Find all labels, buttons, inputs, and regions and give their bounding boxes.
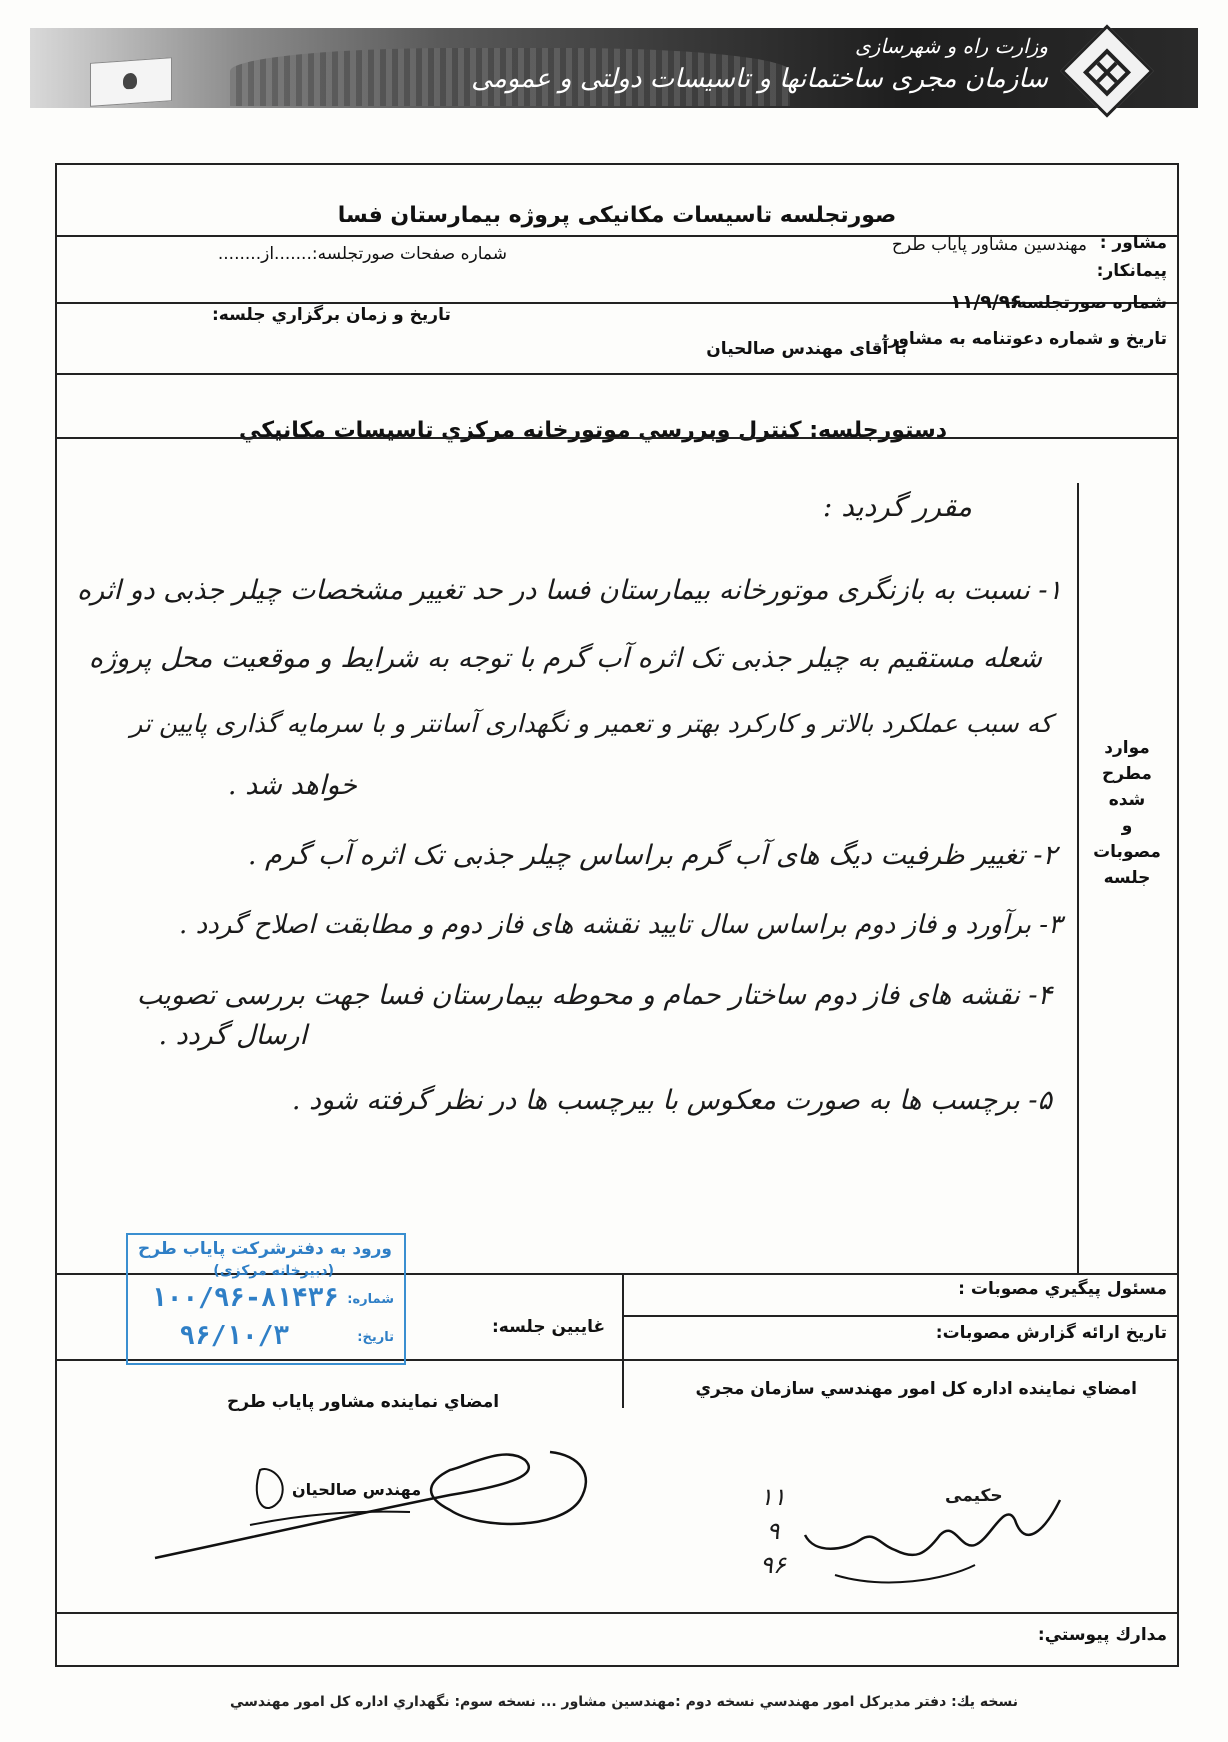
minutes-number-value: ۱۱/۹/۹۶ bbox=[950, 291, 1022, 313]
stamp-number-value: ۱۰۰/۹۶-۸۱۴۳۶ bbox=[151, 1283, 339, 1313]
followup-label: مسئول پيگيري مصوبات : bbox=[958, 1279, 1167, 1299]
consultant-value: مهندسین مشاور پایاب طرح bbox=[891, 235, 1087, 255]
contractor-label: پیمانکار: bbox=[1096, 261, 1167, 281]
ministry-name: وزارت راه و شهرسازی bbox=[855, 34, 1048, 58]
resolution-line: ۱- نسبت به بازنگری موتورخانه بیمارستان فسا در حد تغییر مشخصات چیلر جذبی دو اثره bbox=[76, 575, 1062, 606]
date-part: ۹۶ bbox=[760, 1551, 786, 1579]
stamp-number-label: شماره: bbox=[347, 1292, 394, 1307]
divider bbox=[57, 373, 1177, 375]
resolution-line: ۴- نقشه های فاز دوم ساختار حمام و محوطه بیمارستان فسا جهت بررسی تصویب bbox=[136, 980, 1052, 1011]
flag-emblem-icon bbox=[123, 73, 137, 90]
pages-label: شماره صفحات صورتجلسه:.......از........ bbox=[217, 244, 507, 264]
organization-logo-icon bbox=[1060, 24, 1153, 117]
side-label-line: مطرح bbox=[1102, 764, 1152, 784]
handwritten-signature-right bbox=[775, 1460, 1075, 1630]
meeting-agenda: دستورجلسه: كنترل وبررسي موتورخانه مركزي تاسيسات مكانيكي bbox=[238, 418, 947, 443]
side-label-line: شده bbox=[1108, 790, 1146, 810]
resolutions-intro: مقرر گردید : bbox=[822, 490, 972, 523]
side-label-line: و bbox=[1121, 816, 1133, 836]
signature-left-block bbox=[150, 1440, 600, 1580]
signature-right-date bbox=[760, 1480, 786, 1582]
resolution-line: ارسال گردد . bbox=[158, 1020, 307, 1051]
resolution-line: که سبب عملکرد بالاتر و کارکرد بهتر و تعمیر و نگهداری آسانتر و با سرمایه گذاری پایین تر bbox=[130, 709, 1052, 738]
minutes-number-label: شماره صورتجلسه: bbox=[1009, 293, 1167, 313]
received-stamp bbox=[126, 1233, 406, 1365]
signature-left-name: مهندس صالحيان bbox=[292, 1480, 422, 1499]
date-part: ۹ bbox=[766, 1517, 780, 1545]
date-part: ۱۱ bbox=[760, 1483, 786, 1511]
report-date-label: تاريخ ارائه گزارش مصوبات: bbox=[935, 1323, 1167, 1343]
invitation-label: تاریخ و شماره دعوتنامه به مشاور: bbox=[881, 329, 1167, 349]
stamp-line1: ورود به دفترشرکت پایاب طرح bbox=[137, 1239, 392, 1259]
invitation-value: با آقای مهندس صالحیان bbox=[706, 339, 907, 359]
iran-flag-image bbox=[90, 57, 172, 107]
signature-right-block bbox=[760, 1460, 1075, 1630]
stamp-line2: (دبیرخانه مرکزی) bbox=[213, 1263, 334, 1279]
resolution-line: شعله مستقیم به چیلر جذبی تک اثره آب گرم با توجه به شرایط و موقعیت محل پروژه bbox=[88, 643, 1042, 674]
absentees-label: غايبين جلسه: bbox=[492, 1317, 606, 1337]
resolution-line: ۵- برچسب ها به صورت معکوس با بیرچسب ها در نظر گرفته شود . bbox=[291, 1085, 1052, 1116]
resolution-line: خواهد شد . bbox=[227, 770, 357, 801]
signature-right-name: حکیمی bbox=[945, 1486, 1003, 1506]
resolutions-side-label bbox=[1087, 735, 1167, 891]
signature-left-label: امضاي نماينده مشاور پاياب طرح bbox=[227, 1392, 500, 1412]
column-divider bbox=[1077, 483, 1079, 1273]
organization-name: سازمان مجری ساختمانها و تاسیسات دولتی و عمومی bbox=[471, 64, 1048, 94]
signature-right-label: امضاي نماينده اداره كل امور مهندسي سازمان مجري bbox=[695, 1379, 1137, 1399]
side-label-line: موارد bbox=[1104, 738, 1150, 758]
consultant-label: مشاور : bbox=[1099, 233, 1167, 253]
attachments-label: مدارك پيوستي: bbox=[1037, 1625, 1167, 1645]
side-label-line: جلسه bbox=[1103, 868, 1151, 888]
distribution-footer: نسخه يك: دفتر مديركل امور مهندسي نسخه دوم :مهندسين مشاور ... نسخه سوم: نگهداري اداره كل امور مهندسي bbox=[229, 1694, 1018, 1710]
stamp-date-value: ۹۶/۱۰/۳ bbox=[179, 1321, 289, 1351]
stamp-date-label: تاریخ: bbox=[357, 1330, 394, 1345]
divider bbox=[622, 1315, 1177, 1317]
column-divider bbox=[622, 1275, 624, 1408]
handwritten-signature-left bbox=[150, 1440, 600, 1580]
resolution-line: ۲- تغییر ظرفیت دیگ های آب گرم براساس چیلر جذبی تک اثره آب گرم . bbox=[247, 840, 1057, 871]
side-label-line: مصوبات bbox=[1093, 842, 1161, 862]
letterhead-banner bbox=[30, 28, 1198, 108]
divider bbox=[57, 437, 1177, 439]
resolution-line: ۳- برآورد و فاز دوم براساس سال تایید نقشه های فاز دوم و مطابقت اصلاح گردد . bbox=[179, 910, 1062, 940]
form-title: صورتجلسه تاسیسات مکانیکی پروژه بیمارستان فسا bbox=[337, 203, 897, 228]
datetime-label: تاريخ و زمان برگزاري جلسه: bbox=[212, 305, 451, 325]
